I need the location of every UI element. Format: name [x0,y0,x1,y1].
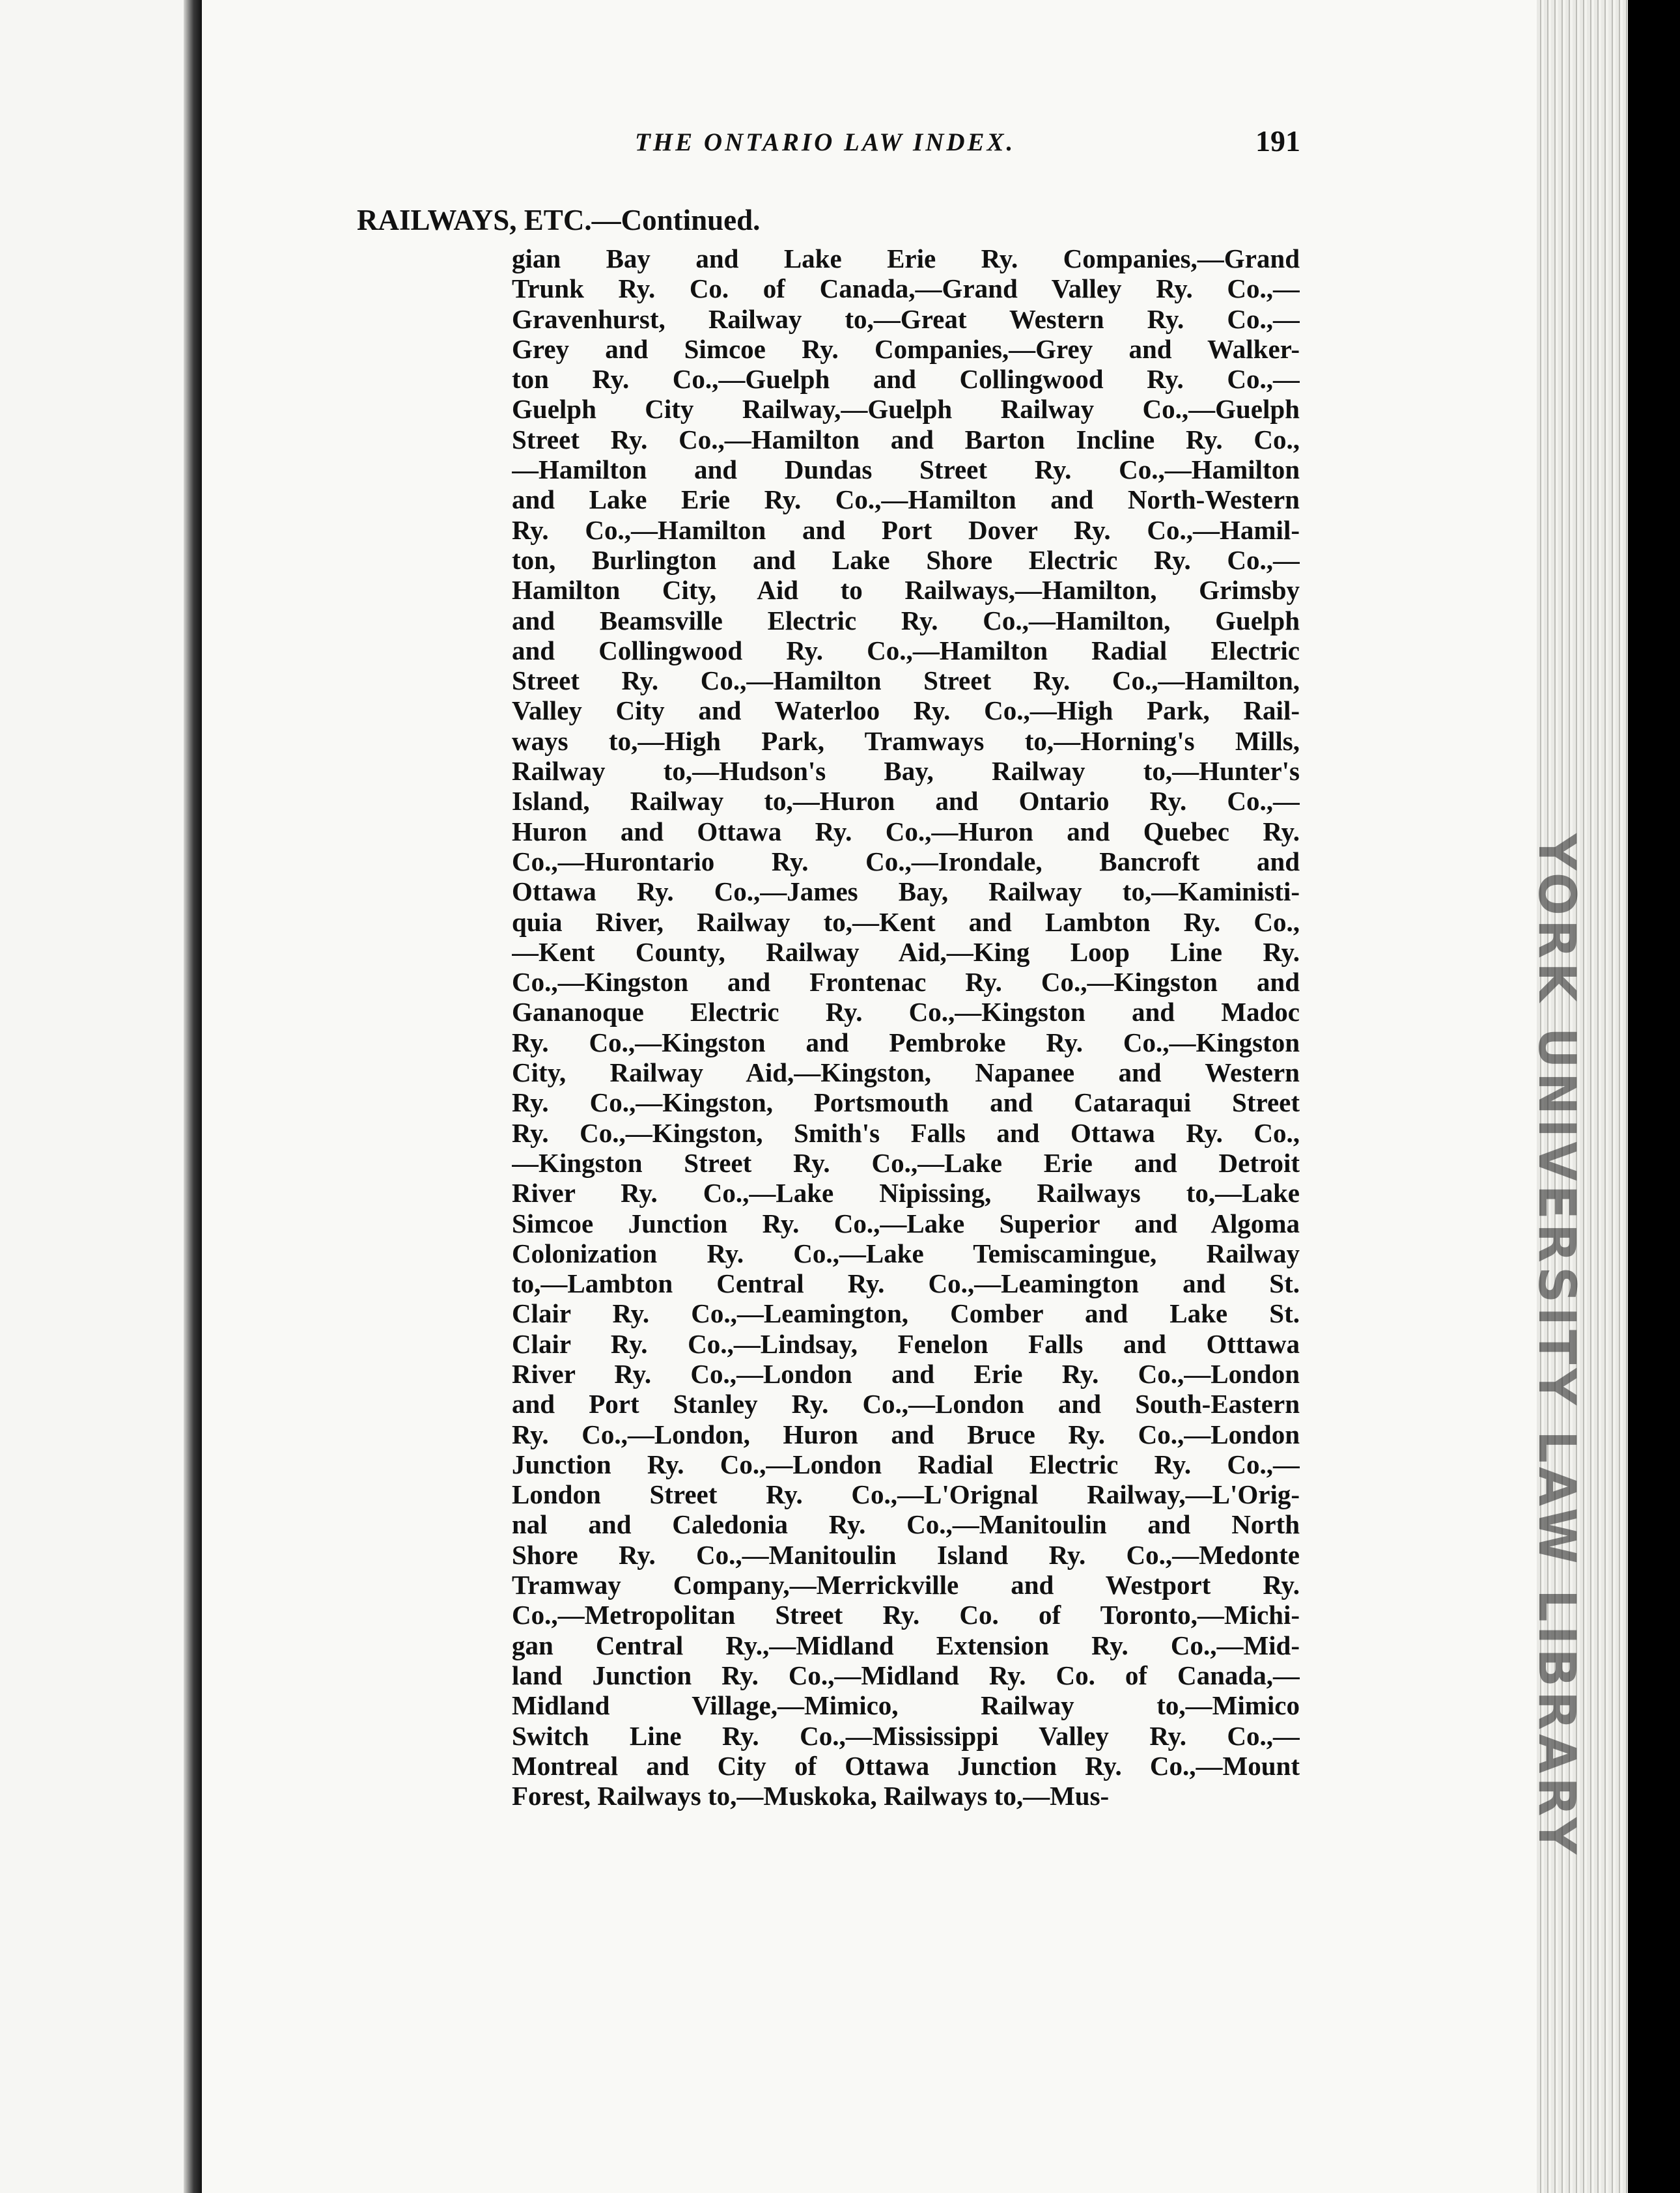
index-entry-text [512,244,1300,1811]
text-line: Gananoque Electric Ry. Co.,—Kingston and Madoc [512,997,1300,1027]
text-line: Co.,—Kingston and Frontenac Ry. Co.,—Kingston and [512,967,1300,998]
text-line: Switch Line Ry. Co.,—Mississippi Valley Ry. Co.,— [512,1720,1300,1751]
text-line: ways to,—High Park, Tramways to,—Horning's Mills, [512,725,1300,756]
text-line: Ottawa Ry. Co.,—James Bay, Railway to,—Kaministi- [512,876,1300,907]
text-line: quia River, Railway to,—Kent and Lambton Ry. Co., [512,906,1300,937]
text-line: Huron and Ottawa Ry. Co.,—Huron and Quebec Ry. [512,816,1300,846]
text-line: Montreal and City of Ottawa Junction Ry. Co.,—Mount [512,1750,1300,1781]
text-line: London Street Ry. Co.,—L'Orignal Railway,—L'Orig- [512,1479,1300,1510]
text-line: Ry. Co.,—Kingston and Pembroke Ry. Co.,—Kingston [512,1027,1300,1057]
text-line: Street Ry. Co.,—Hamilton and Barton Incline Ry. Co., [512,424,1300,454]
text-line: Junction Ry. Co.,—London Radial Electric Ry. Co.,— [512,1449,1300,1479]
text-line: Forest, Railways to,—Muskoka, Railways to,—Mus- [512,1781,1110,1811]
text-line: Ry. Co.,—Hamilton and Port Dover Ry. Co.,—Hamil- [512,514,1300,545]
text-line: City, Railway Aid,—Kingston, Napanee and Western [512,1057,1300,1088]
text-line: River Ry. Co.,—London and Erie Ry. Co.,—London [512,1358,1300,1389]
text-line: and Lake Erie Ry. Co.,—Hamilton and North-Western [512,484,1300,515]
text-line: Hamilton City, Aid to Railways,—Hamilton, Grimsby [512,575,1300,606]
text-line: nal and Caledonia Ry. Co.,—Manitoulin and North [512,1509,1300,1540]
running-head: THE ONTARIO LAW INDEX. [635,128,1016,156]
text-line: gan Central Ry.,—Midland Extension Ry. Co.,—Mid- [512,1630,1300,1660]
text-line: Ry. Co.,—London, Huron and Bruce Ry. Co.,—London [512,1419,1300,1449]
page-number: 191 [1255,124,1300,158]
text-line: Island, Railway to,—Huron and Ontario Ry. Co.,— [512,786,1300,817]
text-line: Colonization Ry. Co.,—Lake Temiscamingue, Railway [512,1238,1300,1268]
text-line: ton, Burlington and Lake Shore Electric Ry. Co.,— [512,544,1300,575]
text-line: River Ry. Co.,—Lake Nipissing, Railways to,—Lake [512,1178,1300,1208]
text-line: Gravenhurst, Railway to,—Great Western Ry. Co.,— [512,303,1300,334]
section-heading: RAILWAYS, ETC.—Continued. [357,204,761,236]
text-line: —Kent County, Railway Aid,—King Loop Line Ry. [512,936,1300,967]
text-line: land Junction Ry. Co.,—Midland Ry. Co. of Canada,— [512,1660,1300,1690]
text-line: Co.,—Metropolitan Street Ry. Co. of Toronto,—Michi- [512,1600,1300,1630]
left-page-edge [0,0,193,2193]
text-line: to,—Lambton Central Ry. Co.,—Leamington and St. [512,1268,1300,1299]
text-line: Ry. Co.,—Kingston, Smith's Falls and Ottawa Ry. Co., [512,1117,1300,1148]
text-line: —Hamilton and Dundas Street Ry. Co.,—Hamilton [512,454,1300,485]
text-line: and Beamsville Electric Ry. Co.,—Hamilton, Guelph [512,605,1300,636]
text-line: Valley City and Waterloo Ry. Co.,—High Park, Rail- [512,695,1300,726]
text-line: gian Bay and Lake Erie Ry. Companies,—Grand [512,244,1300,273]
library-stamp: YORK UNIVERSITY LAW LIBRARY [1527,833,1586,1858]
text-line: Ry. Co.,—Kingston, Portsmouth and Cataraqui Street [512,1087,1300,1118]
text-line: Street Ry. Co.,—Hamilton Street Ry. Co.,—Hamilton, [512,665,1300,696]
text-line: and Port Stanley Ry. Co.,—London and South-Eastern [512,1389,1300,1419]
text-line: Trunk Ry. Co. of Canada,—Grand Valley Ry. Co.,— [512,273,1300,304]
text-line: ton Ry. Co.,—Guelph and Collingwood Ry. Co.,— [512,364,1300,395]
text-line: —Kingston Street Ry. Co.,—Lake Erie and Detroit [512,1147,1300,1178]
text-line: Midland Village,—Mimico, Railway to,—Mimico [512,1690,1300,1721]
text-line: Clair Ry. Co.,—Lindsay, Fenelon Falls and Otttawa [512,1328,1300,1359]
text-line: Guelph City Railway,—Guelph Railway Co.,—Guelph [512,394,1300,425]
text-line: Railway to,—Hudson's Bay, Railway to,—Hunter's [512,756,1300,787]
text-line: Clair Ry. Co.,—Leamington, Comber and Lake St. [512,1298,1300,1329]
text-line: Simcoe Junction Ry. Co.,—Lake Superior and Algoma [512,1208,1300,1238]
text-line: Grey and Simcoe Ry. Companies,—Grey and Walker- [512,333,1300,364]
text-line: and Collingwood Ry. Co.,—Hamilton Radial Electric [512,635,1300,665]
book-gutter [184,0,202,2193]
text-line: Tramway Company,—Merrickville and Westport Ry. [512,1570,1300,1600]
text-line: Co.,—Hurontario Ry. Co.,—Irondale, Bancroft and [512,846,1300,876]
text-line: Shore Ry. Co.,—Manitoulin Island Ry. Co.,—Medonte [512,1539,1300,1570]
